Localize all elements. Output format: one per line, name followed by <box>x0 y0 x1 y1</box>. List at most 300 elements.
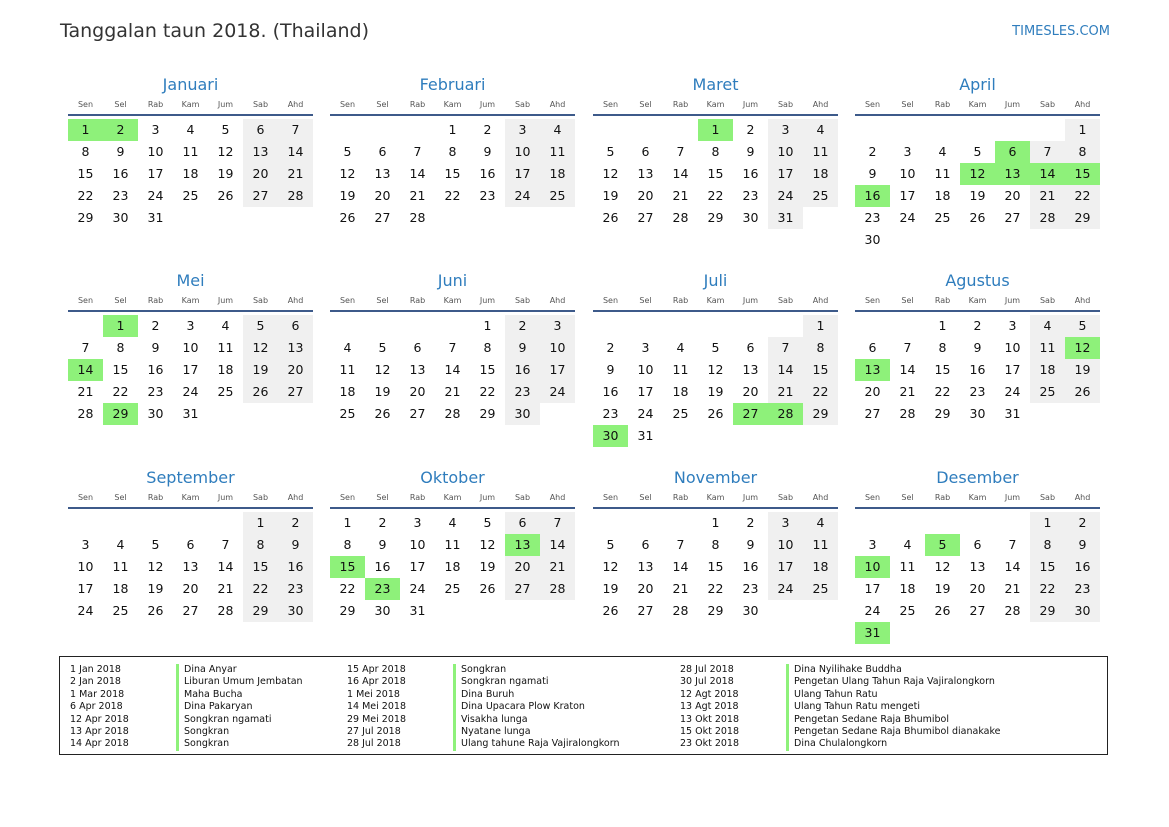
day: 13 <box>637 166 654 181</box>
holiday-day: 23 <box>365 578 400 600</box>
weekday-label: Sen <box>339 493 356 502</box>
day: 3 <box>1008 318 1017 333</box>
weekend-day: 16 <box>505 359 540 381</box>
day: 22 <box>112 384 129 399</box>
day: 30 <box>969 406 986 421</box>
day: 14 <box>672 166 689 181</box>
day: 14 <box>1004 559 1021 574</box>
holiday-day: 15 <box>1065 163 1100 185</box>
day: 12 <box>602 166 619 181</box>
day: 3 <box>868 537 877 552</box>
day: 19 <box>217 166 234 181</box>
holiday-date: 14 Apr 2018 <box>70 738 129 750</box>
weekend-day: 5 <box>243 315 278 337</box>
weekday-label: Rab <box>409 493 426 502</box>
weekend-day: 6 <box>243 119 278 141</box>
holiday-row <box>680 701 1000 713</box>
holiday-day: 12 <box>960 163 995 185</box>
weekend-day: 1 <box>1030 512 1065 534</box>
month-november <box>593 467 838 622</box>
day: 13 <box>969 559 986 574</box>
day: 30 <box>742 603 759 618</box>
day: 16 <box>374 559 391 574</box>
empty-cell <box>68 315 103 337</box>
weekday-label: Sab <box>252 100 269 109</box>
day: 6 <box>641 537 650 552</box>
month-mei <box>68 270 313 425</box>
weekend-day: 3 <box>505 119 540 141</box>
weekend-day: 22 <box>243 578 278 600</box>
day: 22 <box>707 581 724 596</box>
empty-cell <box>435 315 470 337</box>
day-grid <box>330 119 575 229</box>
weekend-day: 10 <box>768 534 803 556</box>
day: 24 <box>899 210 916 225</box>
day: 26 <box>147 603 164 618</box>
weekday-label: Kam <box>443 100 462 109</box>
weekend-day: 11 <box>540 141 575 163</box>
day: 11 <box>217 340 234 355</box>
day-grid <box>855 512 1100 644</box>
day: 8 <box>711 537 720 552</box>
weekday-label: Sab <box>777 100 794 109</box>
day: 28 <box>77 406 94 421</box>
month-name: Maret <box>692 75 739 94</box>
weekend-day: 17 <box>768 163 803 185</box>
day: 12 <box>707 362 724 377</box>
weekday-header <box>593 292 838 310</box>
day: 26 <box>707 406 724 421</box>
weekday-label: Ahd <box>287 493 304 502</box>
day: 2 <box>378 515 387 530</box>
weekday-label: Sen <box>864 493 881 502</box>
holiday-day: 30 <box>593 425 628 447</box>
day: 11 <box>672 362 689 377</box>
month-name: Oktober <box>420 468 485 487</box>
weekend-day: 2 <box>505 315 540 337</box>
holiday-name: Visakha lunga <box>453 714 528 726</box>
day: 10 <box>637 362 654 377</box>
day: 1 <box>343 515 352 530</box>
weekday-label: Ahd <box>1074 296 1091 305</box>
day: 26 <box>374 406 391 421</box>
day-grid <box>68 315 313 425</box>
day: 27 <box>969 603 986 618</box>
holiday-row <box>347 738 619 750</box>
holiday-date: 2 Jan 2018 <box>70 676 121 688</box>
day: 9 <box>746 144 755 159</box>
empty-cell <box>698 315 733 337</box>
day: 5 <box>711 340 720 355</box>
empty-cell <box>138 512 173 534</box>
day: 15 <box>444 166 461 181</box>
weekday-label: Sel <box>639 296 652 305</box>
weekday-label: Sel <box>114 100 127 109</box>
day: 22 <box>707 188 724 203</box>
month-oktober <box>330 467 575 622</box>
day: 21 <box>409 188 426 203</box>
weekend-day: 23 <box>505 381 540 403</box>
weekend-day: 2 <box>278 512 313 534</box>
day: 23 <box>479 188 496 203</box>
weekday-label: Rab <box>409 100 426 109</box>
day: 19 <box>374 384 391 399</box>
weekend-day: 27 <box>505 578 540 600</box>
day: 8 <box>116 340 125 355</box>
weekend-day: 11 <box>803 534 838 556</box>
holiday-date: 6 Apr 2018 <box>70 701 123 713</box>
day: 17 <box>409 559 426 574</box>
weekend-day: 1 <box>243 512 278 534</box>
day: 11 <box>899 559 916 574</box>
holiday-name: Songkran <box>176 726 229 738</box>
weekday-label: Rab <box>147 100 164 109</box>
empty-cell <box>890 119 925 141</box>
day: 14 <box>444 362 461 377</box>
weekday-label: Sen <box>602 296 619 305</box>
day: 23 <box>969 384 986 399</box>
day: 20 <box>864 384 881 399</box>
day: 7 <box>676 537 685 552</box>
weekday-label: Ahd <box>287 296 304 305</box>
day: 31 <box>637 428 654 443</box>
day: 25 <box>217 384 234 399</box>
month-juli <box>593 270 838 447</box>
weekday-header <box>593 489 838 507</box>
day: 10 <box>147 144 164 159</box>
day: 20 <box>182 581 199 596</box>
weekday-label: Rab <box>409 296 426 305</box>
day: 29 <box>707 603 724 618</box>
day: 7 <box>221 537 230 552</box>
day: 8 <box>711 144 720 159</box>
weekday-label: Rab <box>934 493 951 502</box>
day: 29 <box>77 210 94 225</box>
day: 24 <box>1004 384 1021 399</box>
weekend-day: 7 <box>540 512 575 534</box>
empty-cell <box>663 315 698 337</box>
weekend-day: 9 <box>1065 534 1100 556</box>
day-grid <box>330 315 575 425</box>
day: 1 <box>483 318 492 333</box>
day: 29 <box>339 603 356 618</box>
holiday-name: Liburan Umum Jembatan <box>176 676 303 688</box>
month-name: Desember <box>936 468 1019 487</box>
weekend-day: 29 <box>1065 207 1100 229</box>
weekend-day: 8 <box>1065 141 1100 163</box>
day: 3 <box>641 340 650 355</box>
day: 16 <box>147 362 164 377</box>
empty-cell <box>400 119 435 141</box>
holiday-day: 13 <box>995 163 1030 185</box>
holiday-day: 6 <box>995 141 1030 163</box>
weekend-day: 24 <box>505 185 540 207</box>
day: 9 <box>606 362 615 377</box>
weekend-day: 21 <box>1030 185 1065 207</box>
weekend-day: 19 <box>243 359 278 381</box>
day: 31 <box>409 603 426 618</box>
holiday-date: 1 Jan 2018 <box>70 664 121 675</box>
weekday-label: Jum <box>742 493 759 502</box>
day: 26 <box>969 210 986 225</box>
day: 20 <box>1004 188 1021 203</box>
holiday-name: Songkran <box>176 738 229 750</box>
weekday-label: Sel <box>901 100 914 109</box>
day-grid <box>593 119 838 229</box>
holiday-date: 14 Mei 2018 <box>347 701 406 713</box>
holiday-date: 23 Okt 2018 <box>680 738 740 750</box>
month-januari <box>68 74 313 229</box>
weekday-label: Sen <box>602 493 619 502</box>
month-rule <box>593 310 838 312</box>
holiday-name: Pengetan Sedane Raja Bhumibol dianakake <box>786 726 1000 738</box>
weekend-day: 14 <box>540 534 575 556</box>
holiday-row <box>680 738 1000 750</box>
day: 4 <box>186 122 195 137</box>
day: 23 <box>742 188 759 203</box>
weekday-label: Ahd <box>549 296 566 305</box>
weekend-day: 9 <box>278 534 313 556</box>
day: 16 <box>112 166 129 181</box>
empty-cell <box>925 512 960 534</box>
day: 25 <box>444 581 461 596</box>
weekend-day: 8 <box>243 534 278 556</box>
empty-cell <box>995 119 1030 141</box>
day: 6 <box>973 537 982 552</box>
day: 17 <box>147 166 164 181</box>
month-rule <box>330 507 575 509</box>
holiday-row <box>680 726 1000 738</box>
day: 28 <box>1004 603 1021 618</box>
day: 1 <box>711 515 720 530</box>
day: 9 <box>973 340 982 355</box>
day: 9 <box>746 537 755 552</box>
day: 9 <box>483 144 492 159</box>
weekday-label: Sen <box>339 100 356 109</box>
weekday-label: Rab <box>147 296 164 305</box>
weekday-label: Jum <box>479 296 496 305</box>
day: 3 <box>413 515 422 530</box>
day: 3 <box>186 318 195 333</box>
weekday-label: Rab <box>672 296 689 305</box>
weekday-label: Sel <box>901 296 914 305</box>
holiday-row <box>347 676 619 688</box>
holiday-row <box>70 701 303 713</box>
holiday-name: Dina Pakaryan <box>176 701 252 713</box>
day: 6 <box>641 144 650 159</box>
empty-cell <box>173 512 208 534</box>
day: 24 <box>77 603 94 618</box>
weekend-day: 17 <box>505 163 540 185</box>
weekday-label: Sab <box>1039 100 1056 109</box>
day: 20 <box>637 188 654 203</box>
weekday-header <box>330 96 575 114</box>
weekend-day: 7 <box>278 119 313 141</box>
day: 9 <box>378 537 387 552</box>
weekday-label: Sen <box>602 100 619 109</box>
weekday-label: Jum <box>1004 493 1021 502</box>
holiday-row <box>347 689 619 701</box>
day: 26 <box>217 188 234 203</box>
weekday-label: Ahd <box>1074 493 1091 502</box>
month-september <box>68 467 313 622</box>
holiday-row <box>70 714 303 726</box>
holiday-column <box>70 664 303 751</box>
weekend-day: 18 <box>1030 359 1065 381</box>
holiday-name: Maha Bucha <box>176 689 242 701</box>
day: 20 <box>742 384 759 399</box>
month-name: Februari <box>419 75 486 94</box>
weekday-label: Ahd <box>812 493 829 502</box>
month-rule <box>855 507 1100 509</box>
day: 25 <box>934 210 951 225</box>
weekday-label: Sab <box>514 296 531 305</box>
day: 27 <box>637 210 654 225</box>
month-rule <box>593 507 838 509</box>
weekend-day: 25 <box>1030 381 1065 403</box>
day: 24 <box>409 581 426 596</box>
weekend-day: 4 <box>1030 315 1065 337</box>
day: 4 <box>938 144 947 159</box>
month-rule <box>593 114 838 116</box>
weekend-day: 20 <box>278 359 313 381</box>
weekend-day: 3 <box>768 119 803 141</box>
weekend-day: 16 <box>278 556 313 578</box>
day: 27 <box>374 210 391 225</box>
month-name: November <box>673 468 758 487</box>
holiday-name: Songkran ngamati <box>453 676 548 688</box>
day: 18 <box>672 384 689 399</box>
weekday-label: Ahd <box>1074 100 1091 109</box>
day: 20 <box>969 581 986 596</box>
empty-cell <box>400 315 435 337</box>
weekday-label: Kam <box>181 296 200 305</box>
month-rule <box>330 114 575 116</box>
weekend-day: 28 <box>540 578 575 600</box>
day: 19 <box>934 581 951 596</box>
day: 17 <box>77 581 94 596</box>
weekend-day: 4 <box>540 119 575 141</box>
day: 11 <box>182 144 199 159</box>
day: 13 <box>637 559 654 574</box>
holiday-day: 29 <box>103 403 138 425</box>
day: 24 <box>147 188 164 203</box>
day: 19 <box>602 581 619 596</box>
holiday-date: 16 Apr 2018 <box>347 676 406 688</box>
day: 9 <box>151 340 160 355</box>
weekday-header <box>330 489 575 507</box>
weekday-header <box>855 489 1100 507</box>
weekend-day: 15 <box>243 556 278 578</box>
day-grid <box>330 512 575 622</box>
weekend-day: 13 <box>243 141 278 163</box>
day: 21 <box>1004 581 1021 596</box>
holiday-name: Nyatane lunga <box>453 726 531 738</box>
day: 28 <box>672 210 689 225</box>
weekday-header <box>68 489 313 507</box>
holiday-date: 29 Mei 2018 <box>347 713 406 725</box>
weekend-day: 6 <box>278 315 313 337</box>
month-juni <box>330 270 575 425</box>
holiday-day: 12 <box>1065 337 1100 359</box>
month-maret <box>593 74 838 229</box>
day-grid <box>593 315 838 447</box>
day: 16 <box>969 362 986 377</box>
weekday-label: Jum <box>217 296 234 305</box>
holiday-day: 31 <box>855 622 890 644</box>
weekend-day: 31 <box>768 207 803 229</box>
day: 18 <box>217 362 234 377</box>
day: 19 <box>339 188 356 203</box>
weekday-label: Ahd <box>812 100 829 109</box>
day: 3 <box>151 122 160 137</box>
weekday-label: Sel <box>376 296 389 305</box>
weekend-day: 20 <box>505 556 540 578</box>
day: 18 <box>182 166 199 181</box>
holiday-day: 28 <box>768 403 803 425</box>
day: 15 <box>707 166 724 181</box>
weekend-day: 28 <box>278 185 313 207</box>
empty-cell <box>663 512 698 534</box>
weekday-header <box>593 96 838 114</box>
empty-cell <box>855 315 890 337</box>
weekend-day: 7 <box>1030 141 1065 163</box>
weekday-label: Sel <box>639 100 652 109</box>
empty-cell <box>925 119 960 141</box>
holiday-date: 28 Jul 2018 <box>680 664 734 675</box>
empty-cell <box>208 512 243 534</box>
weekday-label: Sab <box>252 296 269 305</box>
empty-cell <box>103 512 138 534</box>
day: 16 <box>479 166 496 181</box>
weekend-day: 26 <box>1065 381 1100 403</box>
weekend-day: 15 <box>803 359 838 381</box>
weekday-label: Kam <box>181 100 200 109</box>
day: 25 <box>899 603 916 618</box>
holiday-name: Songkran ngamati <box>176 714 271 726</box>
day: 6 <box>413 340 422 355</box>
day: 5 <box>973 144 982 159</box>
holiday-day: 1 <box>103 315 138 337</box>
month-rule <box>855 114 1100 116</box>
day-grid <box>68 512 313 622</box>
day: 17 <box>637 384 654 399</box>
page-title: Tanggalan taun 2018. (Thailand) <box>60 20 369 42</box>
empty-cell <box>628 512 663 534</box>
day: 18 <box>934 188 951 203</box>
day-grid <box>855 315 1100 425</box>
day: 8 <box>81 144 90 159</box>
month-desember <box>855 467 1100 644</box>
weekend-day: 14 <box>278 141 313 163</box>
day: 14 <box>672 559 689 574</box>
day: 7 <box>903 340 912 355</box>
weekend-day: 4 <box>803 119 838 141</box>
weekday-label: Sel <box>901 493 914 502</box>
month-name: Mei <box>176 271 205 290</box>
weekday-label: Jum <box>1004 100 1021 109</box>
empty-cell <box>960 512 995 534</box>
site-link[interactable]: TIMESLES.COM <box>1012 24 1110 39</box>
day: 15 <box>934 362 951 377</box>
day: 11 <box>112 559 129 574</box>
weekday-label: Sab <box>252 493 269 502</box>
day: 27 <box>1004 210 1021 225</box>
weekend-day: 30 <box>505 403 540 425</box>
weekend-day: 26 <box>243 381 278 403</box>
day: 19 <box>969 188 986 203</box>
holiday-name: Songkran <box>453 664 506 676</box>
